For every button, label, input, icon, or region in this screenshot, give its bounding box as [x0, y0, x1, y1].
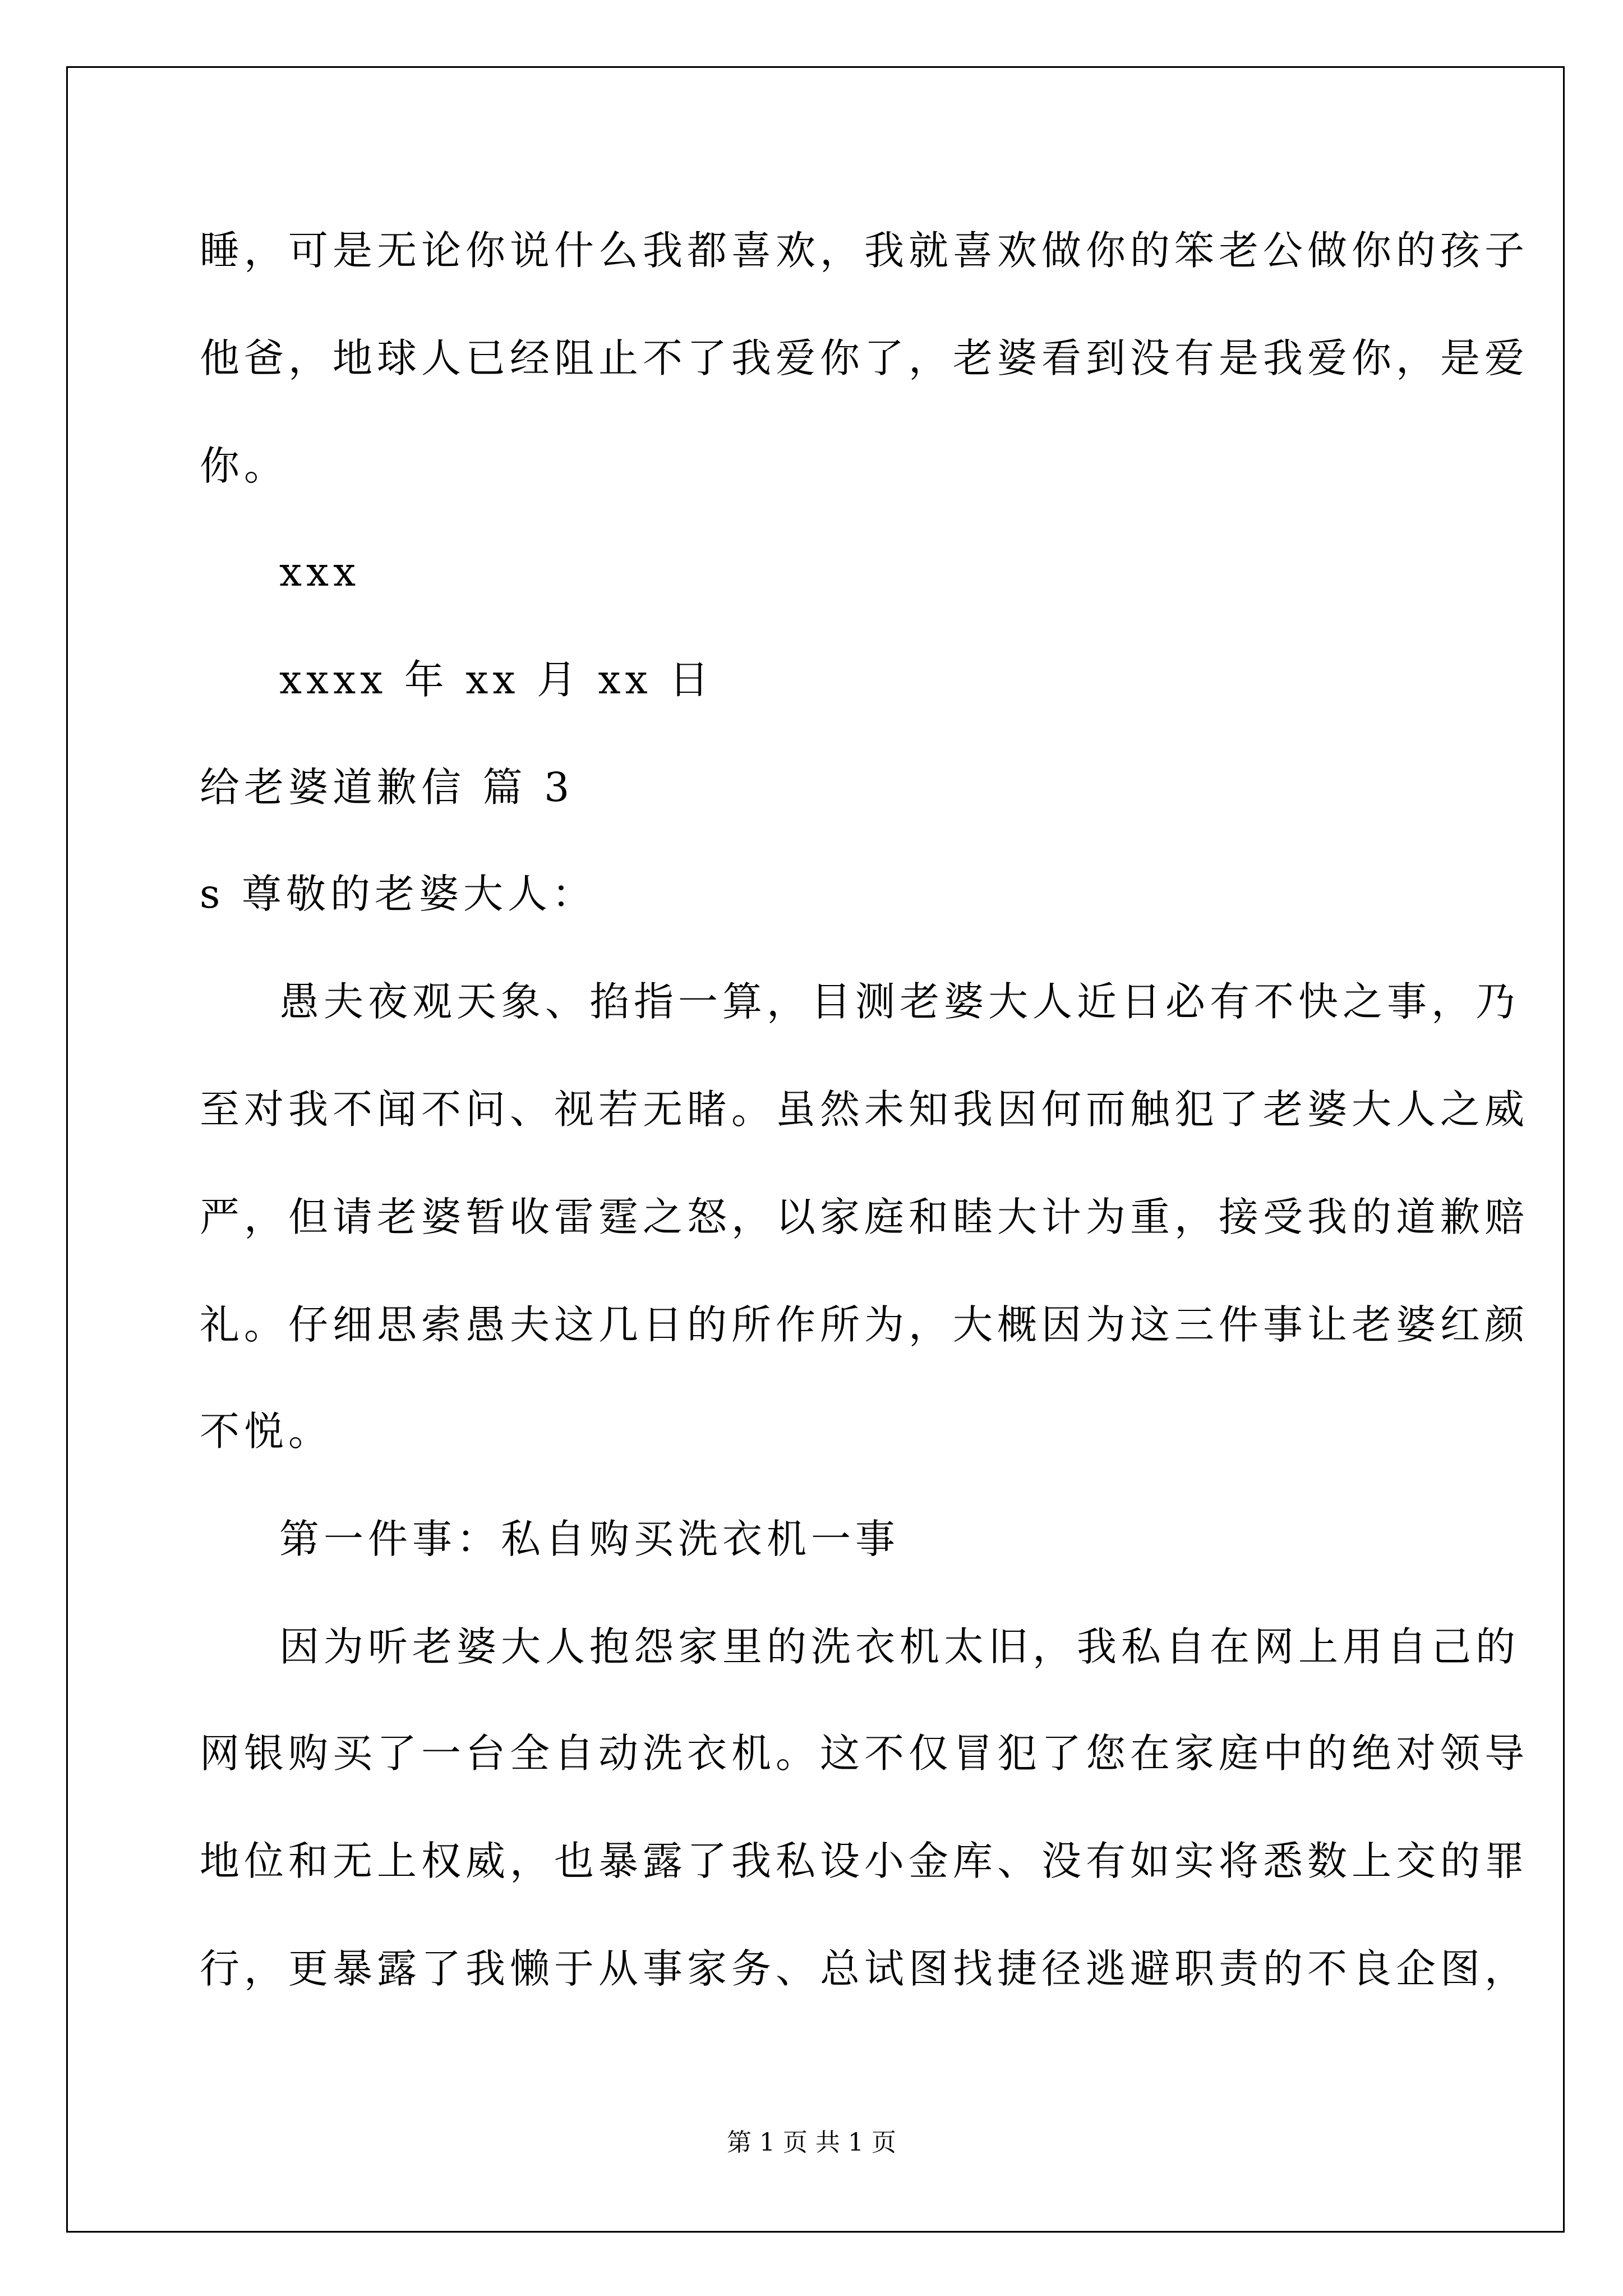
paragraph-line: 因为听老婆大人抱怨家里的洗衣机太旧，我私自在网上用自己的 — [279, 1623, 1520, 1670]
paragraph-line: 至对我不闻不问、视若无睹。虽然未知我因何而触犯了老婆大人之威 — [200, 1086, 1529, 1133]
paragraph-line: 你。 — [200, 443, 289, 489]
paragraph-line: 网银购买了一台全自动洗衣机。这不仅冒犯了您在家庭中的绝对领导 — [200, 1730, 1529, 1777]
paragraph-line: 不悦。 — [200, 1408, 333, 1455]
signature-name: xxx — [279, 549, 361, 595]
subsection-heading: 第一件事：私自购买洗衣机一事 — [279, 1516, 900, 1562]
paragraph-line: 严，但请老婆暂收雷霆之怒，以家庭和睦大计为重，接受我的道歉赔 — [200, 1194, 1529, 1240]
paragraph-line: 他爸，地球人已经阻止不了我爱你了，老婆看到没有是我爱你，是爱 — [200, 335, 1529, 381]
page-border — [66, 66, 1565, 2233]
salutation: s 尊敬的老婆大人： — [200, 871, 597, 917]
paragraph-line: 愚夫夜观天象、掐指一算，目测老婆大人近日必有不快之事，乃 — [279, 978, 1520, 1025]
paragraph-line: 行，更暴露了我懒于从事家务、总试图找捷径逃避职责的不良企图， — [200, 1945, 1529, 1992]
paragraph-line: 地位和无上权威，也暴露了我私设小金库、没有如实将悉数上交的罪 — [200, 1838, 1529, 1884]
signature-date: xxxx 年 xx 月 xx 日 — [279, 656, 714, 703]
page-number-footer: 第 1 页 共 1 页 — [727, 2128, 896, 2157]
section-heading: 给老婆道歉信 篇 3 — [200, 764, 574, 811]
paragraph-line: 礼。仔细思索愚夫这几日的所作所为，大概因为这三件事让老婆红颜 — [200, 1301, 1529, 1348]
paragraph-line: 睡，可是无论你说什么我都喜欢，我就喜欢做你的笨老公做你的孩子 — [200, 227, 1529, 274]
